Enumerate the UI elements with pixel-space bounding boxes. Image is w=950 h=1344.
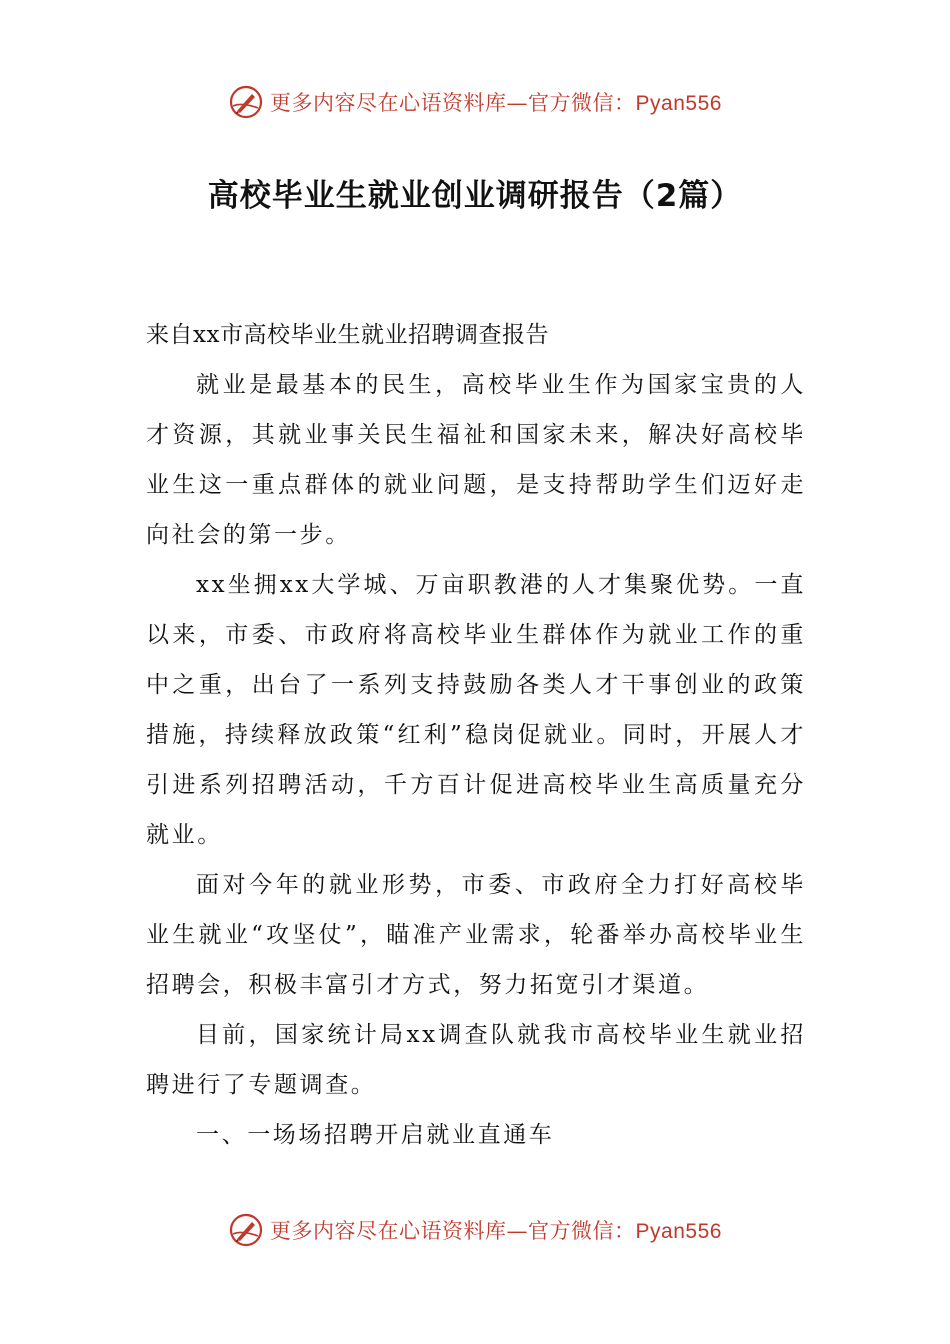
watermark-text — [270, 1215, 722, 1245]
paragraph-1: 就业是最基本的民生，高校毕业生作为国家宝贵的人才资源，其就业事关民生福祉和国家未来，解决好高校毕业生这一重点群体的就业问题，是支持帮助学生们迈好走向社会的第一步。 — [146, 372, 806, 548]
watermark-label: 更多内容尽在心语资料库—官方微信： — [270, 1219, 636, 1243]
pen-logo-icon — [228, 84, 264, 120]
watermark-wechat-id: Pyan556 — [635, 1220, 722, 1243]
section-heading: 一、一场场招聘开启就业直通车 — [196, 1122, 555, 1148]
document-title: 高校毕业生就业创业调研报告（2篇） — [207, 178, 743, 214]
watermark-banner-bottom — [0, 1208, 950, 1252]
source-line: 来自xx市高校毕业生就业招聘调查报告 — [146, 322, 549, 348]
watermark-banner-top — [0, 80, 950, 124]
document-body — [146, 310, 806, 1160]
watermark-wechat-id: Pyan556 — [635, 92, 722, 115]
watermark-text — [270, 87, 722, 117]
pen-logo-icon — [228, 1212, 264, 1248]
watermark-label: 更多内容尽在心语资料库—官方微信： — [270, 91, 636, 115]
paragraph-3: 面对今年的就业形势，市委、市政府全力打好高校毕业生就业“攻坚仗”，瞄准产业需求，轮番举办高校毕业生招聘会，积极丰富引才方式，努力拓宽引才渠道。 — [146, 872, 806, 998]
paragraph-2: xx坐拥xx大学城、万亩职教港的人才集聚优势。一直以来，市委、市政府将高校毕业生群体作为就业工作的重中之重，出台了一系列支持鼓励各类人才干事创业的政策措施，持续释放政策“红利”稳岗促就业。同时，开展人才引进系列招聘活动，千方百计促进高校毕业生高质量充分就业。 — [146, 572, 806, 848]
paragraph-4: 目前，国家统计局xx调查队就我市高校毕业生就业招聘进行了专题调查。 — [146, 1022, 806, 1098]
